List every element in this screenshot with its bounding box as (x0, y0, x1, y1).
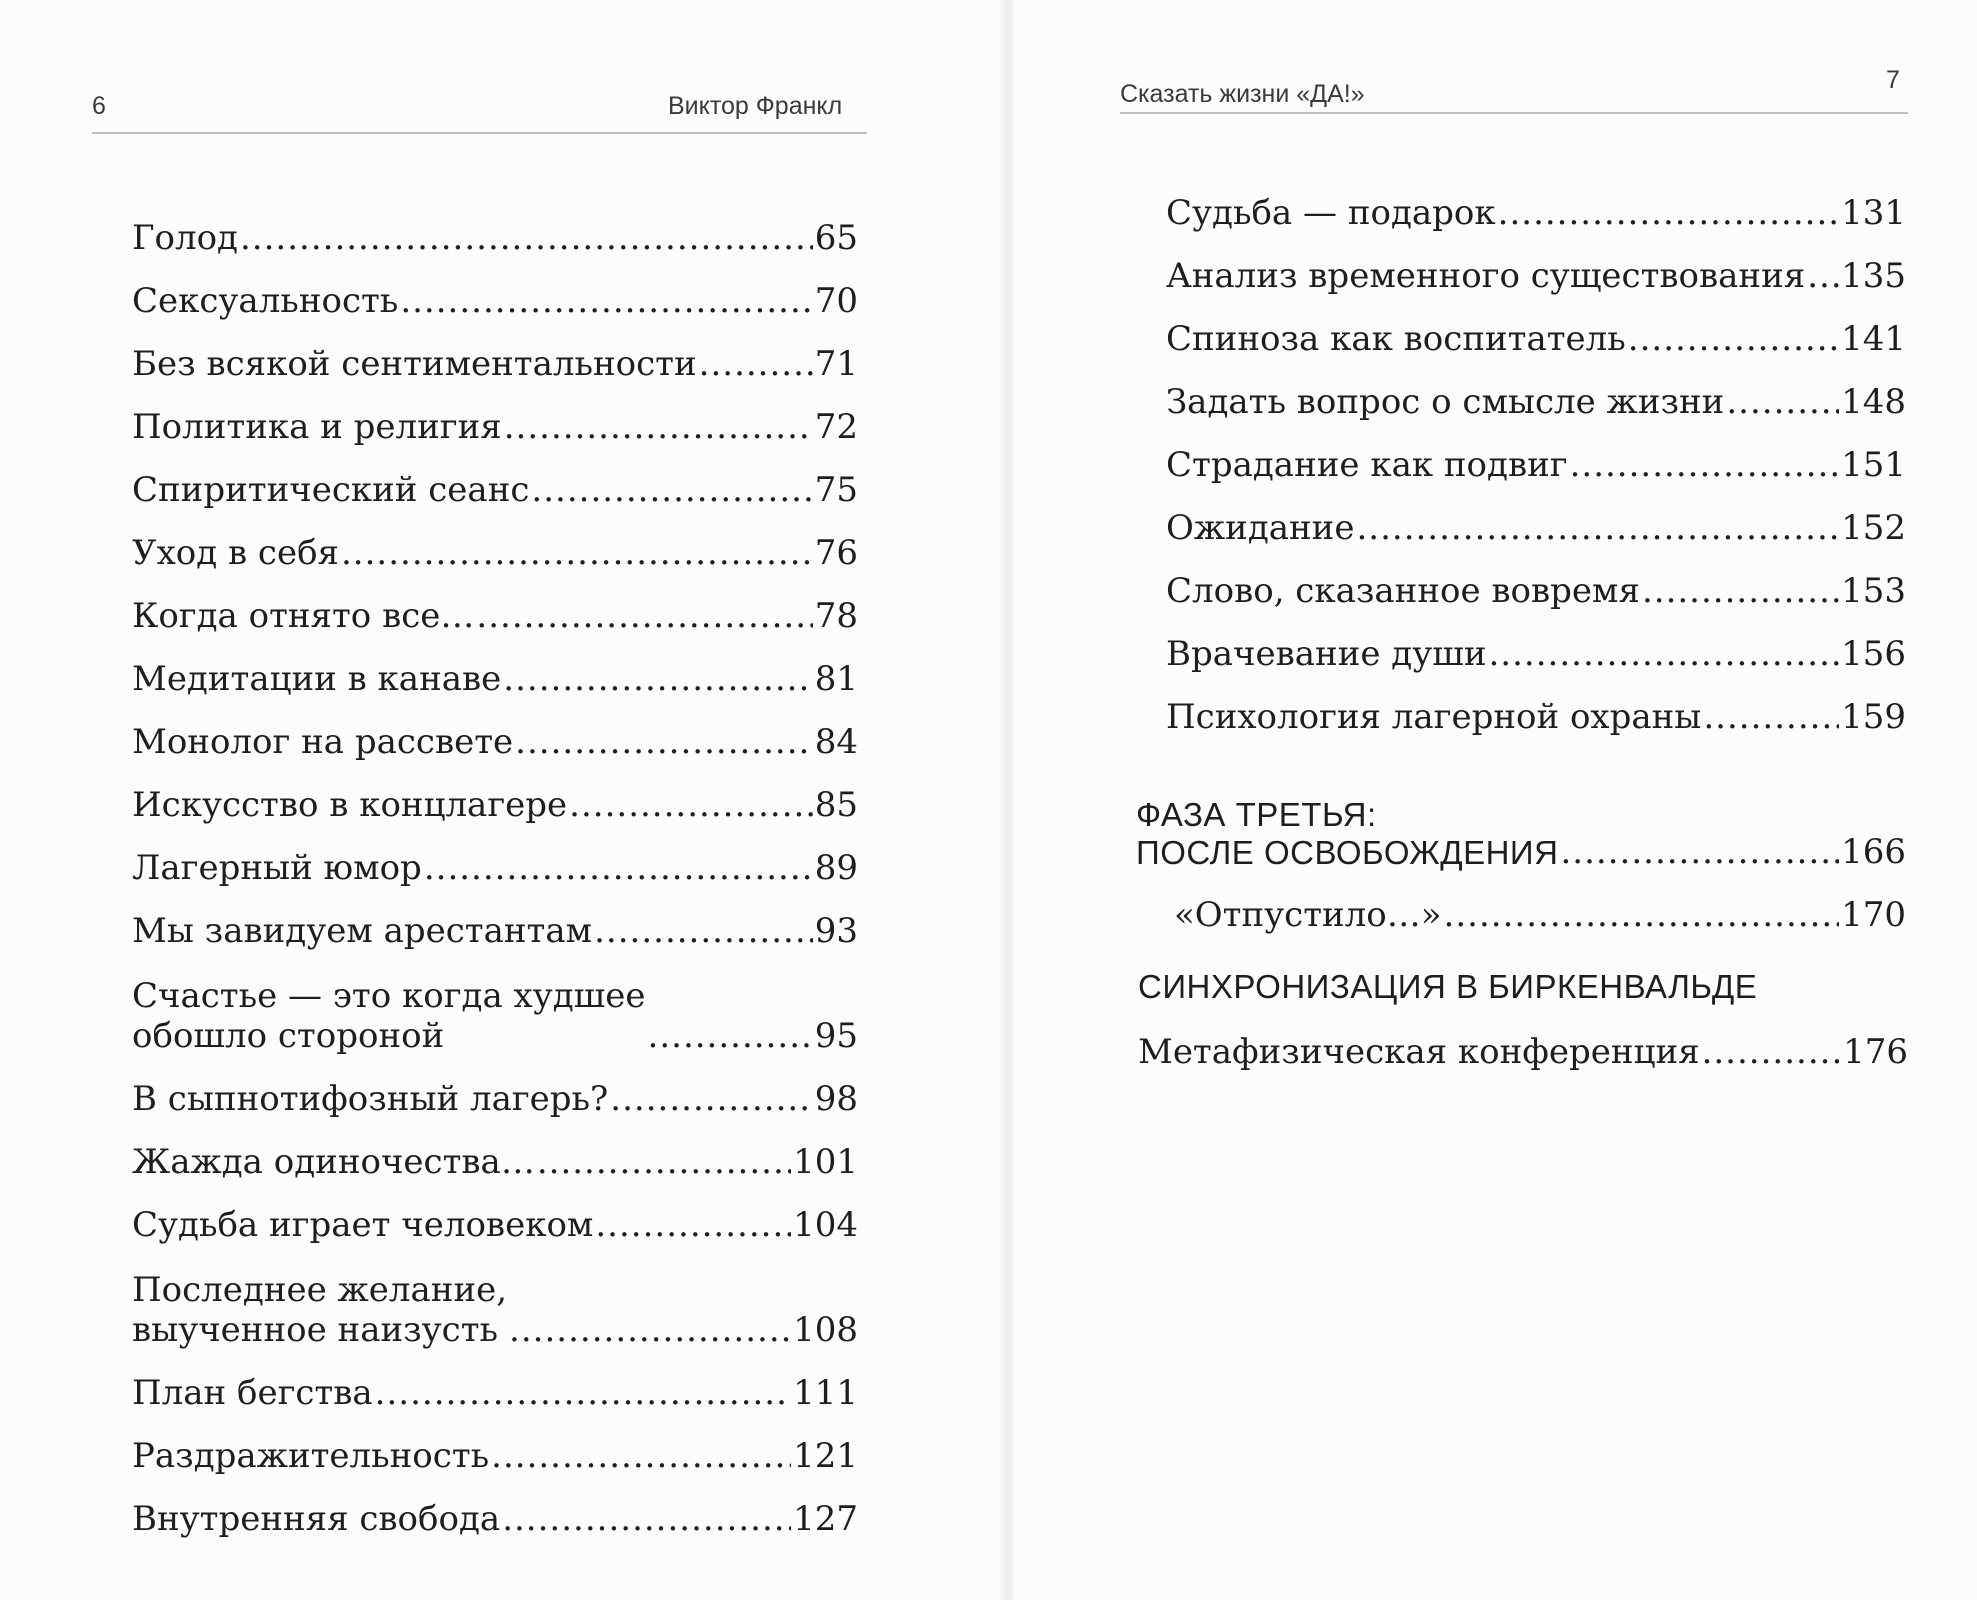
toc-entry[interactable]: Политика и религия ..... 72 (132, 384, 858, 447)
toc-entry[interactable]: Страдание как подвиг ..... 151 (1166, 422, 1906, 485)
toc-entry[interactable]: Судьба играет человеком ..... 104 (132, 1182, 858, 1245)
toc-entry[interactable]: Без всякой сентиментальности ..... 71 (132, 321, 858, 384)
toc-entry[interactable]: «Отпустило…» ..... 170 (1136, 872, 1906, 935)
toc-entry[interactable]: Спиритический сеанс ..... 75 (132, 447, 858, 510)
toc-list-left (132, 195, 858, 1539)
toc-entry[interactable]: Искусство в концлагере ..... 85 (132, 762, 858, 825)
toc-section-phase-three (1136, 772, 1906, 935)
right-page (1014, 0, 1977, 1600)
toc-entry[interactable]: Жажда одиночества… ..... 101 (132, 1119, 858, 1182)
toc-list-right (1166, 170, 1906, 737)
toc-entry[interactable]: Врачевание души ..... 156 (1166, 611, 1906, 674)
section-heading: ФАЗА ТРЕТЬЯ: (1136, 796, 1377, 833)
toc-entry[interactable]: Анализ временного существования ..... 135 (1166, 233, 1906, 296)
toc-entry[interactable]: Монолог на рассвете ..... 84 (132, 699, 858, 762)
toc-entry[interactable]: План бегства ..... 111 (132, 1350, 858, 1413)
toc-section-sync (1138, 968, 1908, 1072)
toc-entry[interactable]: Судьба — подарок ..... 131 (1166, 170, 1906, 233)
section-heading: СИНХРОНИЗАЦИЯ В БИРКЕНВАЛЬДЕ (1138, 968, 1758, 1005)
toc-entry[interactable]: Задать вопрос о смысле жизни ..... 148 (1166, 359, 1906, 422)
toc-entry[interactable]: Ожидание ..... 152 (1166, 485, 1906, 548)
toc-entry[interactable]: Уход в себя ..... 76 (132, 510, 858, 573)
toc-entry[interactable]: Медитации в канаве ..... 81 (132, 636, 858, 699)
page-number-left: 6 (92, 92, 106, 120)
toc-entry[interactable]: В сыпнотифозный лагерь? ..... 98 (132, 1056, 858, 1119)
toc-entry[interactable]: Последнее желание, выученное наизусть ..... 108 (132, 1245, 858, 1350)
toc-entry[interactable]: Счастье — это когда худшее обошло стороной ..... 95 (132, 951, 858, 1056)
toc-entry[interactable]: Внутренняя свобода ..... 127 (132, 1476, 858, 1539)
toc-entry[interactable]: Слово, сказанное вовремя ..... 153 (1166, 548, 1906, 611)
toc-entry[interactable]: Психология лагерной охраны ..... 159 (1166, 674, 1906, 737)
running-head-title: Сказать жизни «ДА!» (1120, 80, 1365, 108)
toc-entry[interactable]: Когда отнято все… ..... 78 (132, 573, 858, 636)
toc-entry-section[interactable]: ФАЗА ТРЕТЬЯ: ПОСЛЕ ОСВОБОЖДЕНИЯ ..... 166 (1136, 772, 1906, 872)
section-heading: ПОСЛЕ ОСВОБОЖДЕНИЯ (1136, 834, 1559, 871)
toc-entry[interactable]: Сексуальность ..... 70 (132, 258, 858, 321)
header-rule-left (92, 132, 867, 134)
page-number-right: 7 (1886, 66, 1900, 94)
toc-entry[interactable]: Метафизическая конференция ..... 176 (1138, 1016, 1908, 1072)
toc-entry[interactable]: Раздражительность ..... 121 (132, 1413, 858, 1476)
header-rule-right (1120, 112, 1908, 114)
book-gutter (1000, 0, 1014, 1600)
toc-entry[interactable]: Мы завидуем арестантам ..... 93 (132, 888, 858, 951)
toc-entry[interactable]: Лагерный юмор ..... 89 (132, 825, 858, 888)
toc-entry[interactable]: Спиноза как воспитатель ..... 141 (1166, 296, 1906, 359)
toc-entry[interactable]: Голод ..... 65 (132, 195, 858, 258)
running-head-author: Виктор Франкл (668, 92, 843, 120)
